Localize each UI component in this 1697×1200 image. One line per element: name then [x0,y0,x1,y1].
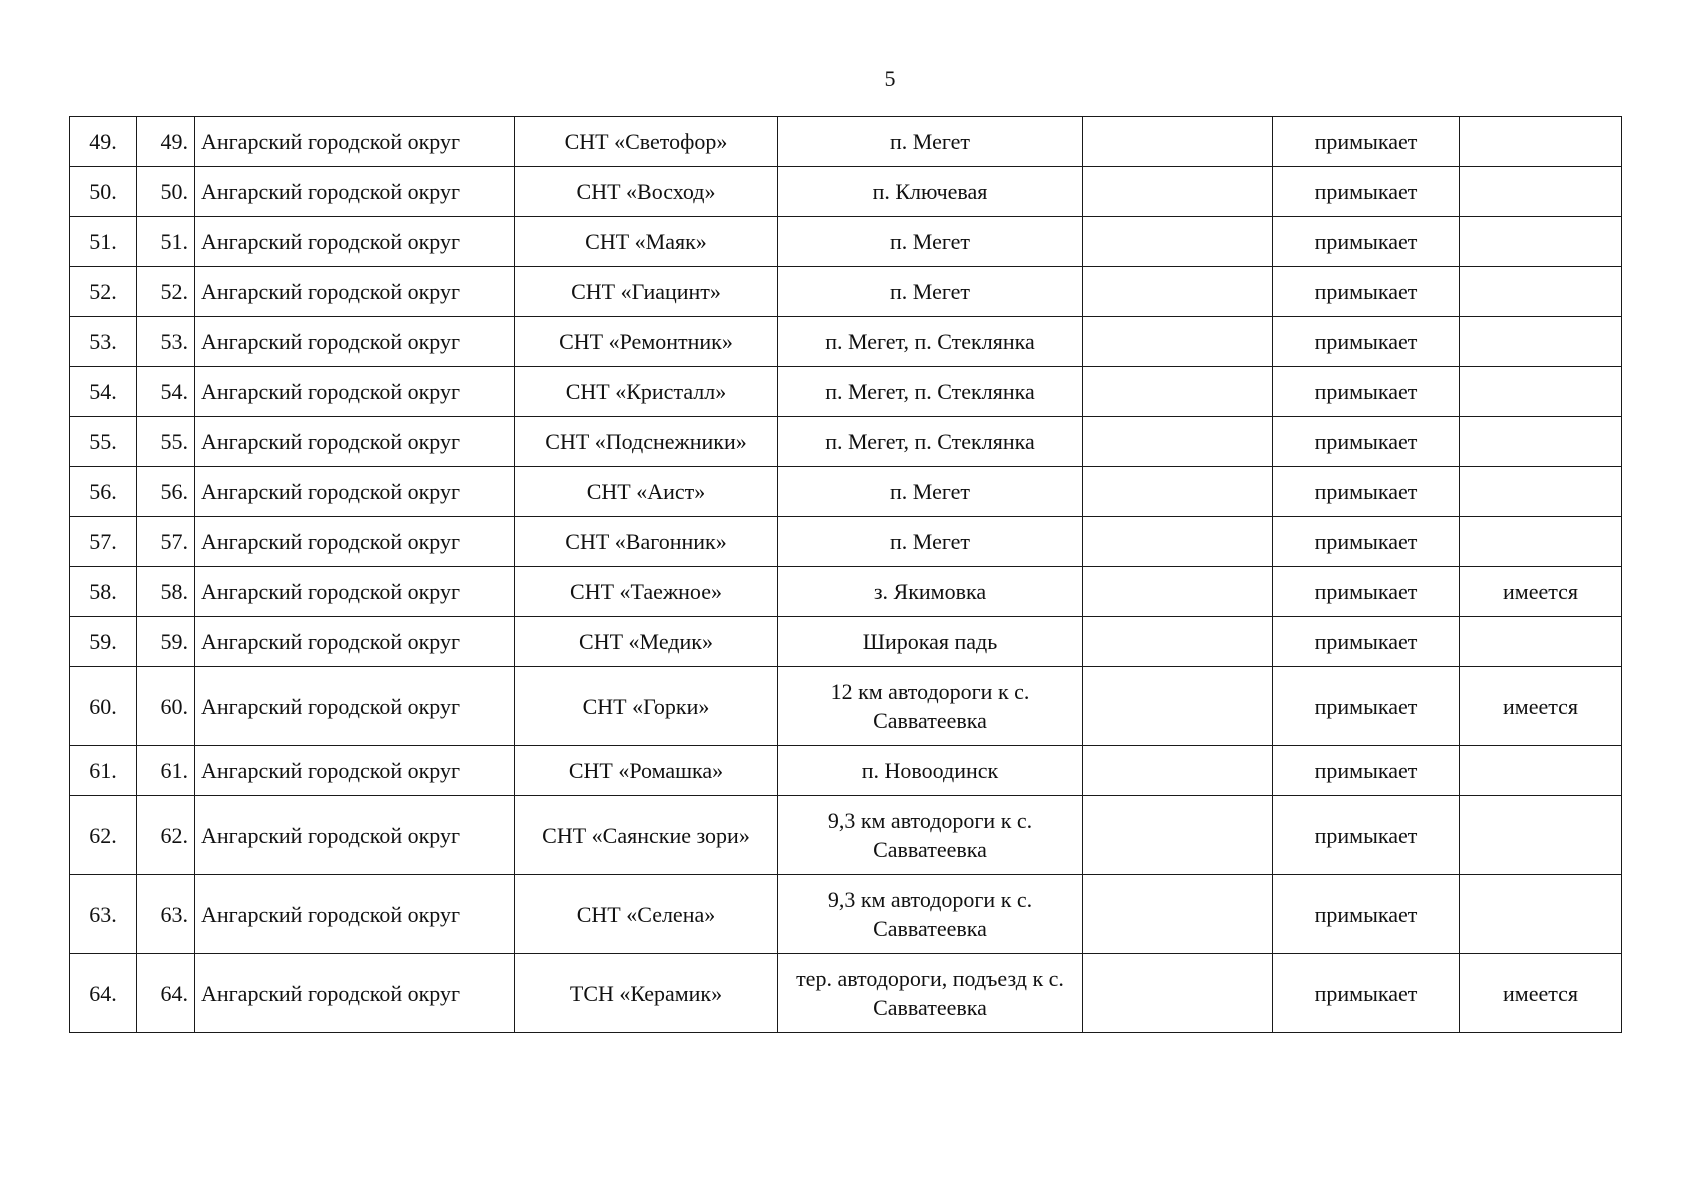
availability-cell [1460,875,1622,954]
organization-cell: СНТ «Подснежники» [515,417,778,467]
organization-cell: СНТ «Таежное» [515,567,778,617]
adjacency-cell: примыкает [1273,167,1460,217]
table-row [70,267,1622,317]
availability-cell [1460,217,1622,267]
row-subnumber-cell: 50. [137,167,195,217]
row-subnumber-cell: 49. [137,117,195,167]
availability-cell [1460,317,1622,367]
adjacency-cell: примыкает [1273,367,1460,417]
blank-cell [1083,417,1273,467]
organization-cell: СНТ «Медик» [515,617,778,667]
table-row [70,796,1622,875]
row-subnumber-cell: 55. [137,417,195,467]
blank-cell [1083,567,1273,617]
row-number-cell: 55. [70,417,137,467]
availability-cell [1460,517,1622,567]
organization-cell: СНТ «Ремонтник» [515,317,778,367]
row-number-cell: 57. [70,517,137,567]
location-cell: п. Мегет [778,467,1083,517]
location-cell: 12 км автодороги к с. Савватеевка [778,667,1083,746]
municipality-cell: Ангарский городской округ [195,367,515,417]
table-row [70,617,1622,667]
organization-cell: ТСН «Керамик» [515,954,778,1033]
municipality-cell: Ангарский городской округ [195,617,515,667]
organization-cell: СНТ «Селена» [515,875,778,954]
municipality-cell: Ангарский городской округ [195,317,515,367]
municipality-cell: Ангарский городской округ [195,954,515,1033]
adjacency-cell: примыкает [1273,217,1460,267]
row-number-cell: 59. [70,617,137,667]
table-row [70,954,1622,1033]
adjacency-cell: примыкает [1273,875,1460,954]
blank-cell [1083,667,1273,746]
adjacency-cell: примыкает [1273,617,1460,667]
table-row [70,517,1622,567]
table-row [70,167,1622,217]
organization-cell: СНТ «Восход» [515,167,778,217]
row-number-cell: 49. [70,117,137,167]
row-subnumber-cell: 64. [137,954,195,1033]
availability-cell [1460,367,1622,417]
organization-cell: СНТ «Маяк» [515,217,778,267]
location-cell: п. Мегет [778,217,1083,267]
organization-cell: СНТ «Светофор» [515,117,778,167]
municipality-cell: Ангарский городской округ [195,796,515,875]
adjacency-cell: примыкает [1273,467,1460,517]
location-cell: тер. автодороги, подъезд к с. Савватеевка [778,954,1083,1033]
table-row [70,217,1622,267]
registry-table [69,116,1622,1033]
adjacency-cell: примыкает [1273,746,1460,796]
page-number: 5 [884,66,896,91]
row-number-cell: 60. [70,667,137,746]
table-row [70,746,1622,796]
row-number-cell: 61. [70,746,137,796]
municipality-cell: Ангарский городской округ [195,875,515,954]
adjacency-cell: примыкает [1273,954,1460,1033]
municipality-cell: Ангарский городской округ [195,417,515,467]
row-number-cell: 62. [70,796,137,875]
blank-cell [1083,267,1273,317]
location-cell: п. Мегет [778,517,1083,567]
row-subnumber-cell: 62. [137,796,195,875]
adjacency-cell: примыкает [1273,517,1460,567]
adjacency-cell: примыкает [1273,317,1460,367]
municipality-cell: Ангарский городской округ [195,746,515,796]
table-row [70,875,1622,954]
availability-cell [1460,117,1622,167]
municipality-cell: Ангарский городской округ [195,167,515,217]
municipality-cell: Ангарский городской округ [195,667,515,746]
availability-cell: имеется [1460,567,1622,617]
location-cell: Широкая падь [778,617,1083,667]
municipality-cell: Ангарский городской округ [195,567,515,617]
row-number-cell: 50. [70,167,137,217]
municipality-cell: Ангарский городской округ [195,517,515,567]
location-cell: п. Новоодинск [778,746,1083,796]
municipality-cell: Ангарский городской округ [195,267,515,317]
row-subnumber-cell: 53. [137,317,195,367]
blank-cell [1083,467,1273,517]
availability-cell [1460,746,1622,796]
row-number-cell: 56. [70,467,137,517]
row-subnumber-cell: 59. [137,617,195,667]
row-subnumber-cell: 54. [137,367,195,417]
row-number-cell: 52. [70,267,137,317]
blank-cell [1083,117,1273,167]
location-cell: п. Ключевая [778,167,1083,217]
availability-cell [1460,467,1622,517]
blank-cell [1083,617,1273,667]
row-number-cell: 58. [70,567,137,617]
adjacency-cell: примыкает [1273,567,1460,617]
table-row [70,467,1622,517]
registry-table-body [70,117,1622,1033]
location-cell: п. Мегет, п. Стеклянка [778,317,1083,367]
table-row [70,417,1622,467]
adjacency-cell: примыкает [1273,667,1460,746]
table-row [70,667,1622,746]
table-row [70,367,1622,417]
organization-cell: СНТ «Ромашка» [515,746,778,796]
availability-cell [1460,167,1622,217]
row-number-cell: 54. [70,367,137,417]
municipality-cell: Ангарский городской округ [195,217,515,267]
municipality-cell: Ангарский городской округ [195,467,515,517]
table-row [70,567,1622,617]
location-cell: п. Мегет, п. Стеклянка [778,367,1083,417]
availability-cell [1460,796,1622,875]
row-subnumber-cell: 58. [137,567,195,617]
location-cell: з. Якимовка [778,567,1083,617]
row-subnumber-cell: 60. [137,667,195,746]
availability-cell: имеется [1460,667,1622,746]
row-subnumber-cell: 63. [137,875,195,954]
location-cell: п. Мегет [778,117,1083,167]
table-row [70,317,1622,367]
adjacency-cell: примыкает [1273,117,1460,167]
availability-cell [1460,617,1622,667]
row-subnumber-cell: 56. [137,467,195,517]
blank-cell [1083,796,1273,875]
municipality-cell: Ангарский городской округ [195,117,515,167]
row-number-cell: 64. [70,954,137,1033]
row-subnumber-cell: 51. [137,217,195,267]
organization-cell: СНТ «Аист» [515,467,778,517]
row-subnumber-cell: 61. [137,746,195,796]
availability-cell: имеется [1460,954,1622,1033]
blank-cell [1083,746,1273,796]
adjacency-cell: примыкает [1273,796,1460,875]
row-number-cell: 51. [70,217,137,267]
location-cell: 9,3 км автодороги к с. Савватеевка [778,875,1083,954]
table-row [70,117,1622,167]
row-number-cell: 53. [70,317,137,367]
blank-cell [1083,167,1273,217]
row-subnumber-cell: 52. [137,267,195,317]
availability-cell [1460,417,1622,467]
location-cell: п. Мегет, п. Стеклянка [778,417,1083,467]
organization-cell: СНТ «Кристалл» [515,367,778,417]
row-subnumber-cell: 57. [137,517,195,567]
organization-cell: СНТ «Гиацинт» [515,267,778,317]
adjacency-cell: примыкает [1273,417,1460,467]
row-number-cell: 63. [70,875,137,954]
availability-cell [1460,267,1622,317]
location-cell: 9,3 км автодороги к с. Савватеевка [778,796,1083,875]
organization-cell: СНТ «Саянские зори» [515,796,778,875]
organization-cell: СНТ «Вагонник» [515,517,778,567]
blank-cell [1083,367,1273,417]
blank-cell [1083,517,1273,567]
location-cell: п. Мегет [778,267,1083,317]
blank-cell [1083,954,1273,1033]
blank-cell [1083,875,1273,954]
blank-cell [1083,217,1273,267]
adjacency-cell: примыкает [1273,267,1460,317]
organization-cell: СНТ «Горки» [515,667,778,746]
blank-cell [1083,317,1273,367]
registry-table-container [69,116,1622,1033]
